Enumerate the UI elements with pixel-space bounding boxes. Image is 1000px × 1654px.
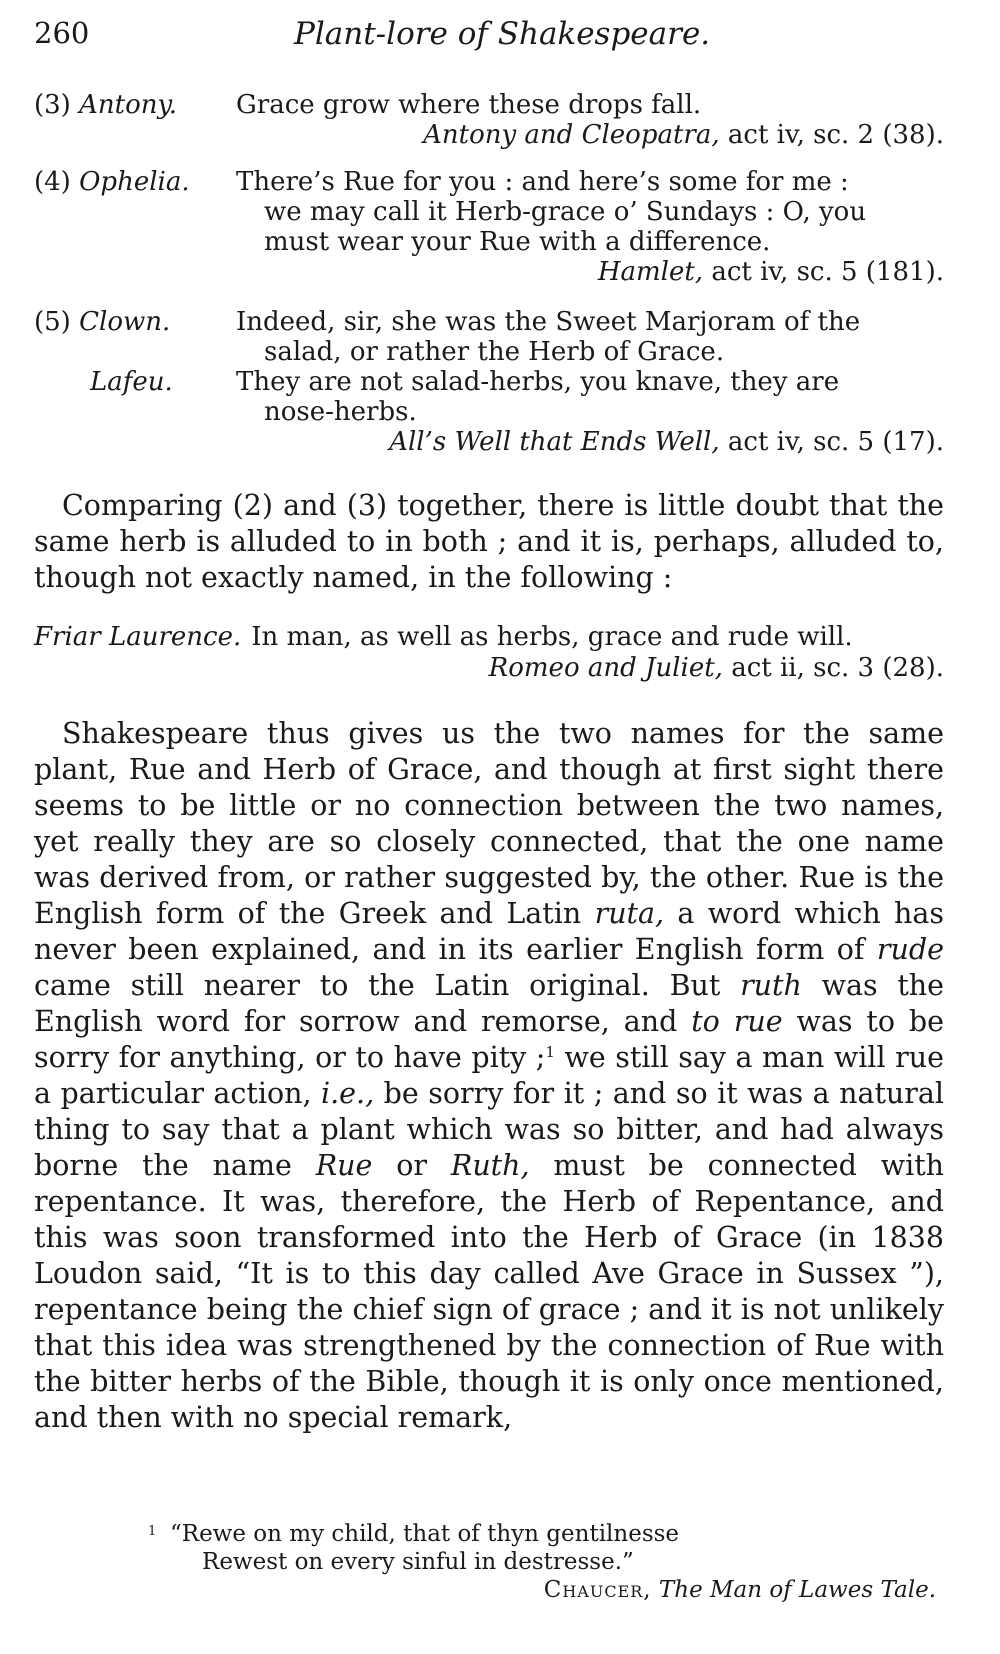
- quote-ophelia: [34, 167, 944, 287]
- quote-line: salad, or rather the Herb of Grace.: [264, 337, 725, 367]
- page-header: [34, 16, 940, 66]
- quote-clown-lafeu: [34, 307, 944, 457]
- speaker-name: Clown.: [79, 307, 171, 337]
- citation-ref: act ii, sc. 3 (28).: [731, 653, 944, 683]
- quote-number: (5): [34, 307, 71, 337]
- quote-line: They are not salad-herbs, you knave, they are: [236, 367, 840, 397]
- citation: [34, 653, 944, 684]
- italic-word: to rue: [691, 1005, 783, 1038]
- footnote-author: Chaucer,: [543, 1577, 652, 1603]
- footnote-reference[interactable]: 1: [545, 1043, 555, 1061]
- citation-title: Romeo and Juliet,: [488, 653, 723, 683]
- italic-word: Ruth,: [450, 1149, 530, 1182]
- footnote-work: The Man of Lawes Tale.: [658, 1577, 936, 1603]
- running-title: Plant-lore of Shakespeare.: [294, 16, 711, 52]
- footnote-line: “Rewe on my child, that of thyn gentilnesse: [170, 1521, 680, 1547]
- footnote: [148, 1518, 936, 1604]
- citation-ref: act iv, sc. 2 (38).: [727, 120, 944, 150]
- citation-title: Antony and Cleopatra,: [423, 120, 720, 150]
- quote-line: There’s Rue for you : and here’s some for me :: [236, 167, 849, 197]
- italic-word: ruth: [740, 969, 802, 1002]
- footnote-marker: 1: [148, 1524, 157, 1539]
- citation: [34, 427, 944, 457]
- quote-friar-laurence: [34, 622, 944, 684]
- paragraph: Shakespeare thus gives us the two names for the same plant, Rue and Herb of Grace, and though at first sight there seems to be little or no connection between the two names, yet really they are so closely connected, that the one name was derived from, or rather suggested by, the other. Rue is the English form of the Greek and Latin ruta, a word which has never been explained, and in its earlier English form of rude came still nearer to the Latin original. But ruth was the English word for sorrow and remorse, and to rue was to be sorry for anything, or to have pity ;$^1$ we still say a man will rue a particular action, i.e., be sorry for it ; and so it was a natural thing to say that a plant which was so bitter, and had always borne the name Rue or Ruth, must be connected with repentance. It was, therefore, the Herb of Repentance, and this was soon transformed into the Herb of Grace (in 1838 Loudon said, “It is to this day called Ave Grace in Sussex ”), repentance being the chief sign of grace ; and it is not unlikely that this idea was strengthened by the connection of Rue with the bitter herbs of the Bible, though it is only once mentioned, and then with no special remark,: [34, 717, 945, 1434]
- italic-word: i.e.,: [321, 1077, 375, 1110]
- quote-line: we may call it Herb-grace o’ Sundays : O, you: [264, 197, 867, 227]
- citation: [34, 120, 944, 150]
- speaker-name: Ophelia.: [79, 167, 190, 197]
- italic-word: rude: [876, 933, 945, 966]
- footnote-citation: [148, 1576, 936, 1604]
- speaker-name: Friar Laurence.: [34, 622, 242, 652]
- footnote-line: Rewest on every sinful in destresse.”: [202, 1549, 634, 1575]
- quote-line: Indeed, sir, she was the Sweet Marjoram of the: [236, 307, 861, 337]
- speaker-name: Lafeu.: [90, 367, 173, 397]
- citation-title: All’s Well that Ends Well,: [389, 427, 720, 457]
- quote-number: (4): [34, 167, 71, 197]
- speaker-name: Antony.: [79, 90, 177, 120]
- page-number: 260: [34, 16, 90, 50]
- citation-ref: act iv, sc. 5 (17).: [727, 427, 944, 457]
- italic-word: ruta,: [594, 897, 665, 930]
- citation-title: Hamlet,: [597, 257, 704, 287]
- italic-word: Rue: [315, 1149, 373, 1182]
- quote-line: must wear your Rue with a difference.: [264, 227, 771, 257]
- citation: [34, 257, 944, 287]
- quote-line: In man, as well as herbs, grace and rude will.: [251, 622, 853, 652]
- quote-number: (3): [34, 90, 71, 120]
- quote-line: Grace grow where these drops fall.: [236, 90, 702, 120]
- paragraph: Comparing (2) and (3) together, there is little doubt that the same herb is alluded to in both ; and it is, perhaps, alluded to, though not exactly named, in the following :: [34, 489, 944, 594]
- quote-line: nose-herbs.: [264, 397, 417, 427]
- quote-antony: [34, 90, 944, 150]
- citation-ref: act iv, sc. 5 (181).: [711, 257, 944, 287]
